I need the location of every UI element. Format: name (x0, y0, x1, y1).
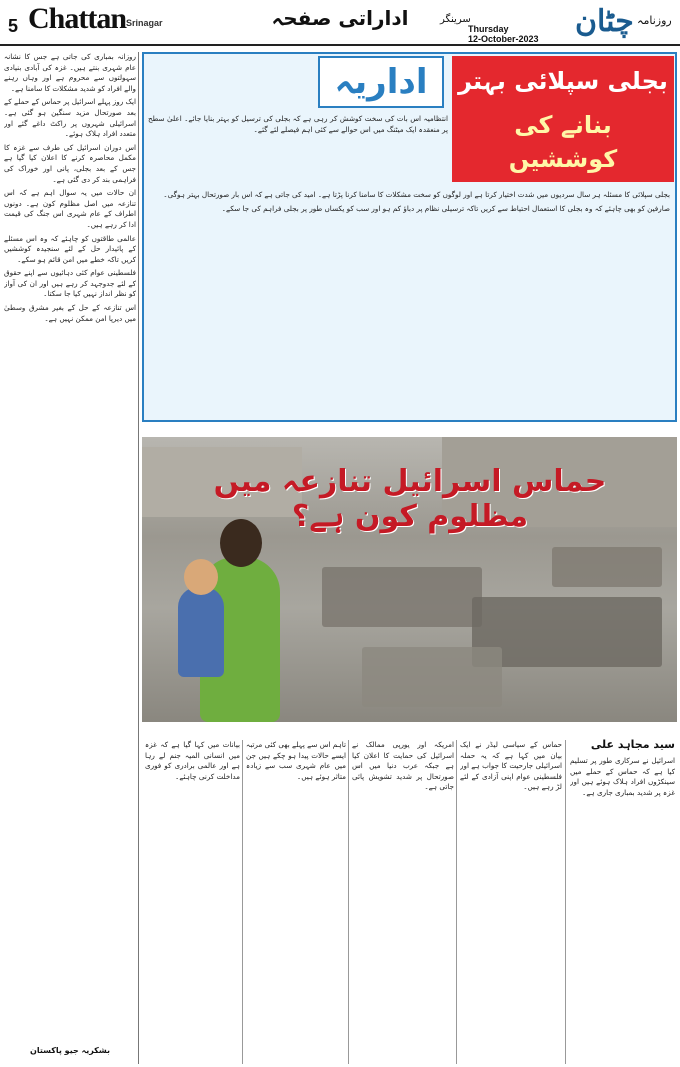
feature-title: حماس اسرائیل تنازعہ میں مظلوم کون ہے؟ (213, 464, 607, 534)
column-divider (138, 52, 139, 1064)
feature-paragraph: امریکہ اور یورپی ممالک نے اسرائیل کی حمایت کا اعلان کیا ہے جبکہ عرب دنیا میں اس صورتحال پر شدید تشویش پائی جاتی ہے۔ (352, 740, 454, 792)
editorial-text-block-2 (148, 190, 670, 415)
column-divider (242, 740, 243, 1064)
daily-label: روزنامہ (637, 14, 672, 27)
date-block (468, 24, 539, 44)
urdu-logo: چٹان (575, 4, 634, 39)
column-divider (456, 740, 457, 1064)
feature-column (460, 740, 562, 1064)
left-paragraph: ایک روز پہلے اسرائیل پر حماس کے حملے کے بعد صورتحال مزید سنگین ہو گئی ہے۔ اسرائیلی شہروں پر راکٹ داغے گئے اور متعدد افراد ہلاک ہوئے۔ (4, 97, 136, 139)
city-label-en: Srinagar (126, 18, 163, 28)
editorial-paragraph: بجلی سپلائی کا مسئلہ ہر سال سردیوں میں شدت اختیار کرتا ہے اور لوگوں کو سخت مشکلات کا سامنا کرنا پڑتا ہے۔ امید کی جاتی ہے کہ اس بار صورتحال بہتر ہوگی۔ (163, 190, 670, 199)
feature-column (145, 740, 240, 1064)
feature-paragraph: بیانات میں کہا گیا ہے کہ غزہ میں انسانی المیہ جنم لے رہا ہے اور عالمی برادری کو فوری مداخلت کرنی چاہئے۔ (145, 740, 240, 781)
date-label: 12-October-2023 (468, 34, 539, 44)
editorial-headline-line2: بنانے کی کوششیں (508, 111, 618, 173)
section-title: اداراتی صفحہ (271, 6, 409, 30)
editorial-paragraph: انتظامیہ اس بات کی سخت کوشش کر رہی ہے کہ بجلی کی ترسیل کو بہتر بنایا جائے۔ اعلیٰ سطح پر منعقدہ ایک میٹنگ میں اس حوالے سے کئی اہم فیصلے لئے گئے۔ (148, 114, 448, 134)
brand-logo: Chattan (28, 2, 127, 35)
city-label-ur: سرینگر (440, 14, 471, 25)
page-number: 5 (8, 16, 19, 36)
editorial-headline (452, 56, 674, 182)
left-paragraph: فلسطینی عوام کئی دہائیوں سے اپنے حقوق کے لئے جدوجہد کر رہے ہیں اور ان کی آواز کو نظر انداز نہیں کیا جا سکتا۔ (4, 268, 136, 299)
feature-paragraph: تاہم اس سے پہلے بھی کئی مرتبہ ایسے حالات پیدا ہو چکے ہیں جن میں عام شہری سب سے زیادہ متاثر ہوئے ہیں۔ (246, 740, 346, 781)
feature-paragraph: اسرائیل نے سرکاری طور پر تسلیم کیا ہے کہ حماس کے حملے میں سینکڑوں افراد ہلاک ہوئے ہیں اور غزہ پر شدید بمباری جاری ہے۔ (570, 756, 675, 797)
feature-column (570, 756, 675, 1064)
left-paragraph: ان حالات میں یہ سوال اہم ہے کہ اس تنازعہ میں اصل مظلوم کون ہے۔ دونوں اطراف کے عام شہری اس جنگ کی قیمت ادا کر رہے ہیں۔ (4, 188, 136, 229)
day-label: Thursday (468, 24, 509, 34)
footer-credit: بشکریہ جیو پاکستان (30, 1046, 110, 1055)
feature-column (246, 740, 346, 1064)
left-paragraph: اس تنازعہ کے حل کے بغیر مشرق وسطیٰ میں دیرپا امن ممکن نہیں ہے۔ (4, 303, 136, 323)
editorial-badge: اداریہ (318, 56, 444, 108)
editorial-paragraph: صارفین کو بھی چاہئے کہ وہ بجلی کا استعمال احتیاط سے کریں تاکہ ترسیلی نظام پر دباؤ کم ہو اور سب کو یکساں طور پر بجلی فراہم کی جا سکے۔ (221, 203, 670, 213)
column-divider (348, 740, 349, 1064)
left-paragraph: اس دوران اسرائیل کی طرف سے غزہ کا مکمل محاصرہ کرنے کا اعلان کیا گیا ہے جس کے بعد بجلی، پانی اور خوراک کی فراہمی بند کر دی گئی ہے۔ (4, 142, 136, 184)
left-column-article (4, 52, 136, 1064)
left-paragraph: روزانہ بمباری کی جاتی ہے جس کا نشانہ عام شہری بنتے ہیں۔ غزہ کی آبادی بنیادی سہولتوں سے محروم ہے اور وہاں رہنے والے افراد کو شدید مشکلات کا سامنا ہے۔ (4, 52, 136, 93)
left-paragraph: عالمی طاقتوں کو چاہئے کہ وہ اس مسئلے کے پائیدار حل کے لئے سنجیدہ کوششیں کریں تاکہ خطے میں امن قائم ہو سکے۔ (4, 233, 136, 264)
byline: سید مجاہد علی (590, 738, 675, 751)
feature-paragraph: حماس کے سیاسی لیڈر نے ایک بیان میں کہا ہے کہ یہ حملہ اسرائیلی جارحیت کا جواب ہے اور فلسطینی عوام اپنی آزادی کے لئے لڑ رہے ہیں۔ (460, 740, 562, 792)
column-divider (565, 740, 566, 1064)
feature-column (352, 740, 454, 1064)
editorial-headline-line1: بجلی سپلائی بہتر (458, 67, 668, 95)
